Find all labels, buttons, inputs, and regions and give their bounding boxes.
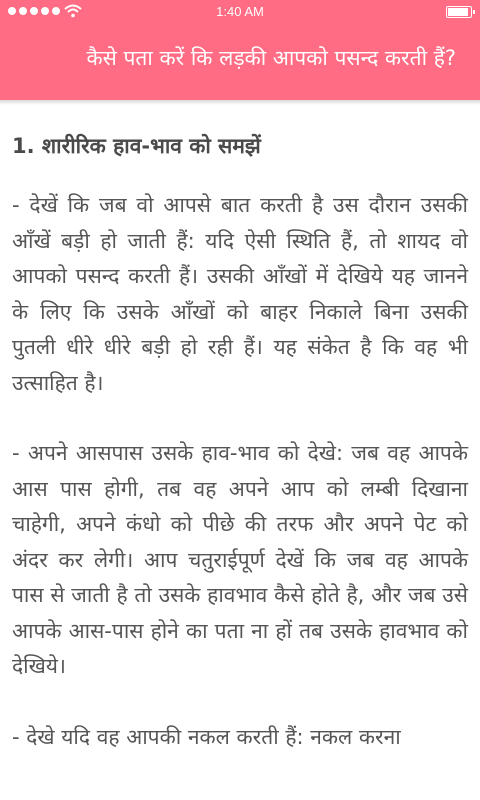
battery-icon [446,6,472,18]
status-bar [0,0,480,24]
app-bar [0,24,480,100]
status-time: 1:40 AM [216,4,264,19]
app-bar-shadow [0,100,480,105]
article-paragraph: - देखे यदि वह आपकी नकल करती हैं: नकल करना [12,724,401,749]
article-paragraph: - अपने आसपास उसके हाव-भाव को देखे: जब वह आपके आस पास होगी, तब वह अपने आप को लम्बी दिखाना चाहेगी, अपने कंधो को पीछे की तरफ और अपने पेट को अंदर कर लेगी। आप चतुराईपूर्ण देखें कि जब वह आपके पास से जाती है तो उसके हावभाव कैसे होते है, और जब उसे आपके आस-पास होने का पता ना हों तब उसके हावभाव को देखिये। [12,441,468,678]
article-paragraph: - देखें कि जब वो आपसे बात करती है उस दौरान उसकी आँखें बड़ी हो जाती हैं: यदि ऐसी स्थिति हैं, तो शायद वो आपको पसन्द करती हैं। उसकी आँखों में देखिये यह जानने के लिए कि उसके आँखों को बाहर निकाले बिना उसकी पुतली धीरे धीरे बड़ी हो रही हैं। यह संकेत है कि वह भी उत्साहित है। [12,193,468,395]
app-bar-title: कैसे पता करें कि लड़की आपको पसन्द करती हैं? [86,46,456,70]
article-content[interactable] [12,120,468,790]
section-heading: 1. शारीरिक हाव-भाव को समझें [12,134,261,158]
